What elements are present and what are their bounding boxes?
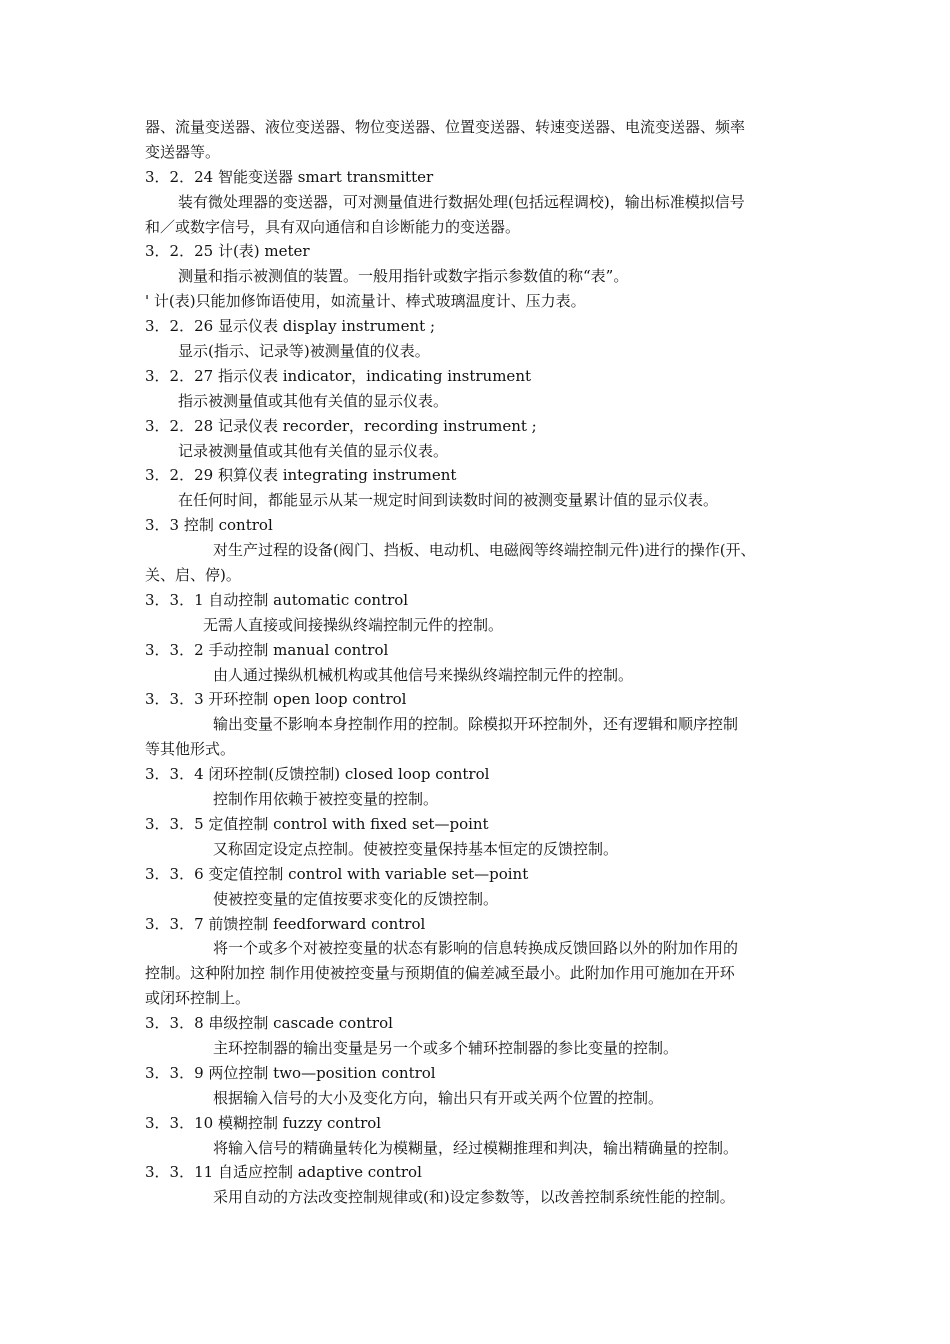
text-line: 指示被测量值或其他有关值的显示仪表。 (178, 391, 449, 410)
text-line: 又称固定设定点控制。使被控变量保持基本恒定的反馈控制。 (213, 839, 619, 858)
text-line: 将输入信号的精确量转化为模糊量，经过模糊推理和判决，输出精确量的控制。 (213, 1138, 739, 1157)
section-heading: 3．2．28 记录仪表 recorder，recording instrument ; (145, 416, 537, 435)
text-line: 根据输入信号的大小及变化方向，输出只有开或关两个位置的控制。 (213, 1088, 664, 1107)
section-heading: 3．3．6 变定值控制 control with variable set—point (145, 864, 529, 883)
text-line: 控制。这种附加控 制作用使被控变量与预期值的偏差减至最小。此附加作用可施加在开环 (145, 964, 735, 983)
text-line: 在任何时间，都能显示从某一规定时间到读数时间的被测变量累计值的显示仪表。 (178, 491, 719, 510)
text-line: 关、启、停)。 (145, 566, 241, 585)
document-body (145, 115, 810, 1210)
section-heading: 3．3．4 闭环控制(反馈控制) closed loop control (145, 765, 490, 784)
text-line: 记录被测量值或其他有关值的显示仪表。 (178, 441, 449, 460)
text-line: 控制作用依赖于被控变量的控制。 (213, 790, 439, 809)
section-heading: 3．3．5 定值控制 control with fixed set—point (145, 814, 489, 833)
text-line: 等其他形式。 (145, 740, 236, 759)
text-line: 无需人直接或间接操纵终端控制元件的控制。 (203, 615, 504, 634)
section-heading: 3．2．26 显示仪表 display instrument ; (145, 317, 436, 336)
section-heading: 3．3．9 两位控制 two—position control (145, 1063, 436, 1082)
section-heading: 3．2．24 智能变送器 smart transmitter (145, 167, 434, 186)
text-line: 测量和指示被测值的装置。一般用指针或数字指示参数值的称“表”。 (178, 267, 629, 286)
section-heading: 3．3．7 前馈控制 feedforward control (145, 914, 426, 933)
text-line: 由人通过操纵机械机构或其他信号来操纵终端控制元件的控制。 (213, 665, 634, 684)
text-line: 将一个或多个对被控变量的状态有影响的信息转换成反馈回路以外的附加作用的 (213, 939, 739, 958)
text-line: 器、流量变送器、液位变送器、物位变送器、位置变送器、转速变送器、电流变送器、频率 (145, 118, 746, 136)
text-line: 对生产过程的设备(阀门、挡板、电动机、电磁阀等终端控制元件)进行的操作(开、 (213, 541, 756, 560)
text-line: 和／或数字信号，具有双向通信和自诊断能力的变送器。 (145, 217, 521, 236)
section-heading: 3．3 控制 control (145, 516, 273, 535)
section-heading: 3．2．27 指示仪表 indicator，indicating instrument (145, 366, 532, 385)
section-heading: 3．3．2 手动控制 manual control (145, 640, 389, 659)
text-line: 显示(指示、记录等)被测量值的仪表。 (178, 342, 430, 361)
section-heading: 3．3．8 串级控制 cascade control (145, 1014, 393, 1033)
text-line: 装有微处理器的变送器，可对测量值进行数据处理(包括远程调校)，输出标准模拟信号 (178, 192, 745, 211)
section-heading: 3．3．10 模糊控制 fuzzy control (145, 1113, 382, 1132)
text-line: 或闭环控制上。 (145, 989, 251, 1008)
section-heading: 3．2．29 积算仪表 integrating instrument (145, 466, 457, 485)
section-heading: 3．3．1 自动控制 automatic control (145, 590, 409, 609)
text-line: 主环控制器的输出变量是另一个或多个辅环控制器的参比变量的控制。 (213, 1038, 679, 1057)
section-heading: 3．3．11 自适应控制 adaptive control (145, 1163, 422, 1182)
text-line: 输出变量不影响本身控制作用的控制。除模拟开环控制外，还有逻辑和顺序控制 (213, 715, 739, 734)
section-heading: 3．3．3 开环控制 open loop control (145, 690, 407, 709)
section-heading: 3．2．25 计(表) meter (145, 242, 310, 261)
text-line: 变送器等。 (145, 142, 221, 161)
text-line: 使被控变量的定值按要求变化的反馈控制。 (213, 889, 499, 908)
text-line: 采用自动的方法改变控制规律或(和)设定参数等，以改善控制系统性能的控制。 (213, 1188, 735, 1207)
note-line: ' 计(表)只能加修饰语使用，如流量计、棒式玻璃温度计、压力表。 (145, 292, 586, 311)
